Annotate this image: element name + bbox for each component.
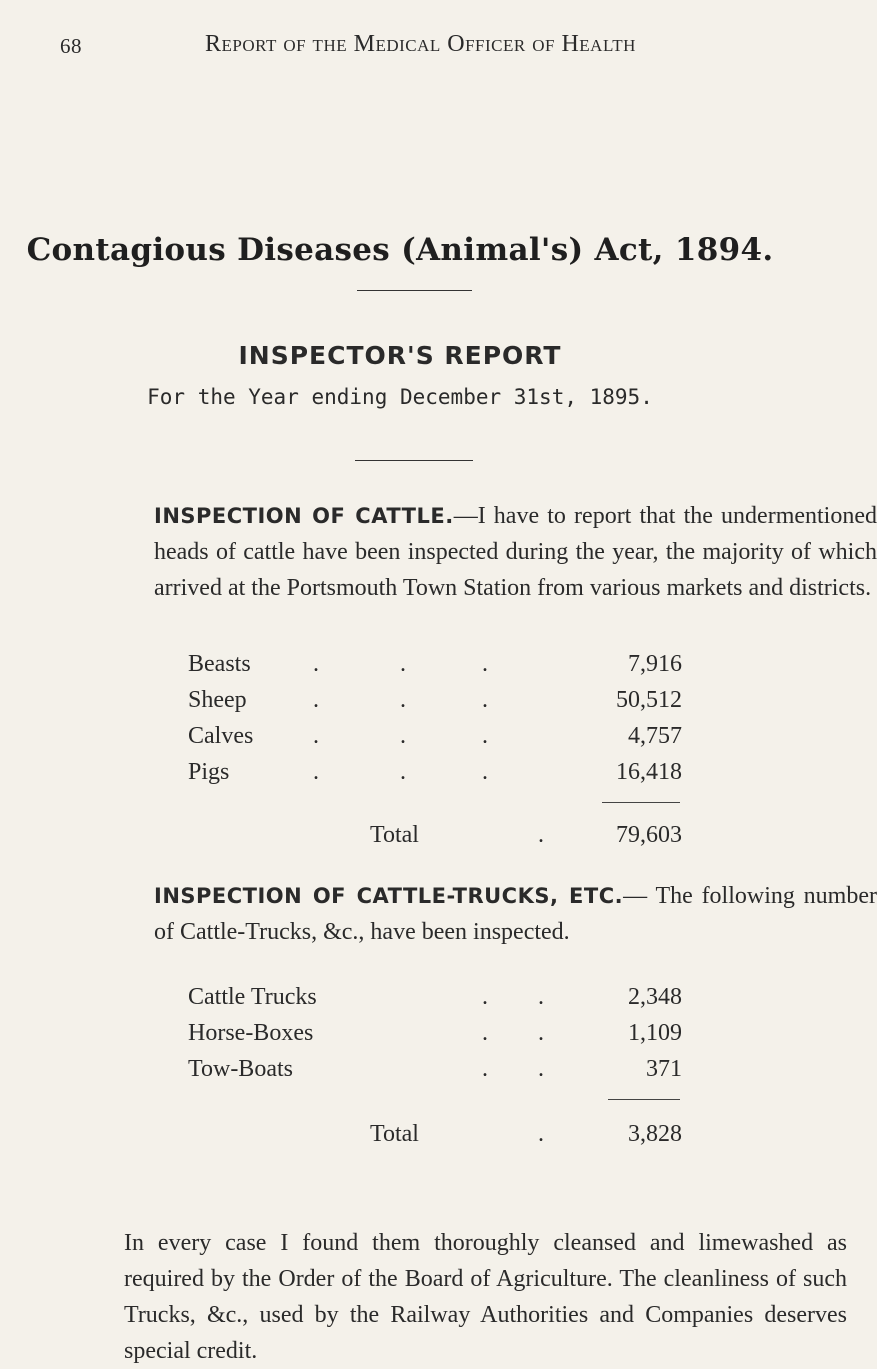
leader-dot: . bbox=[482, 759, 488, 785]
cattle-paragraph bbox=[60, 498, 877, 606]
table-row bbox=[0, 1054, 800, 1084]
report-heading: INSPECTOR'S REPORT bbox=[238, 341, 562, 370]
leader-dot: . bbox=[482, 1056, 488, 1082]
leader-dot: . bbox=[482, 723, 488, 749]
page-number: 68 bbox=[60, 34, 82, 58]
row-label: Sheep bbox=[188, 687, 247, 713]
divider-rule bbox=[355, 460, 473, 461]
leader-dot: . bbox=[538, 984, 544, 1010]
total-value: 3,828 bbox=[628, 1121, 682, 1147]
table-row bbox=[0, 757, 800, 787]
total-row bbox=[0, 1119, 800, 1149]
closing-paragraph: In every case I found them thoroughly cleansed and limewashed as required by the Order of the Board of Agriculture. The cleanliness of such Trucks, &c., used by the Railway Authorities and Companies deserves special credit. bbox=[124, 1230, 847, 1364]
row-value: 4,757 bbox=[628, 723, 682, 749]
table-row bbox=[0, 982, 800, 1012]
leader-dot: . bbox=[400, 651, 406, 677]
leader-dot: . bbox=[313, 651, 319, 677]
row-label: Beasts bbox=[188, 651, 251, 677]
running-title: Report of the Medical Officer of Health bbox=[205, 31, 636, 57]
leader-dot: . bbox=[313, 759, 319, 785]
row-value: 16,418 bbox=[616, 759, 682, 785]
trucks-section-text: — The following number of Cattle-Trucks, &c., have been inspected. bbox=[154, 883, 877, 945]
leader-dot: . bbox=[400, 759, 406, 785]
leader-dot: . bbox=[313, 687, 319, 713]
total-rule bbox=[608, 1099, 680, 1100]
row-label: Pigs bbox=[188, 759, 230, 785]
total-rule bbox=[602, 802, 680, 803]
leader-dot: . bbox=[482, 984, 488, 1010]
row-value: 371 bbox=[646, 1056, 682, 1082]
table-row bbox=[0, 721, 800, 751]
leader-dot: . bbox=[538, 1121, 544, 1147]
total-row bbox=[0, 820, 800, 850]
table-row bbox=[0, 685, 800, 715]
act-title: Contagious Diseases (Animal's) Act, 1894. bbox=[26, 232, 774, 268]
row-value: 50,512 bbox=[616, 687, 682, 713]
leader-dot: . bbox=[538, 1020, 544, 1046]
row-label: Tow-Boats bbox=[188, 1056, 293, 1082]
leader-dot: . bbox=[400, 687, 406, 713]
leader-dot: . bbox=[313, 723, 319, 749]
trucks-paragraph bbox=[60, 878, 877, 950]
leader-dot: . bbox=[400, 723, 406, 749]
row-label: Cattle Trucks bbox=[188, 984, 317, 1010]
row-value: 2,348 bbox=[628, 984, 682, 1010]
total-value: 79,603 bbox=[616, 822, 682, 848]
cattle-section-heading: INSPECTION OF CATTLE. bbox=[154, 504, 454, 528]
leader-dot: . bbox=[482, 651, 488, 677]
total-label: Total bbox=[370, 822, 419, 848]
total-label: Total bbox=[370, 1121, 419, 1147]
row-label: Calves bbox=[188, 723, 254, 749]
report-subheading: For the Year ending December 31st, 1895. bbox=[147, 385, 653, 409]
leader-dot: . bbox=[538, 822, 544, 848]
leader-dot: . bbox=[538, 1056, 544, 1082]
leader-dot: . bbox=[482, 687, 488, 713]
row-value: 7,916 bbox=[628, 651, 682, 677]
cattle-section-text: —I have to report that the undermentioned heads of cattle have been inspected during the year, the majority of which arrived at the Portsmouth Town Station from various markets and districts. bbox=[154, 503, 877, 601]
trucks-section-heading: INSPECTION OF CATTLE-TRUCKS, ETC. bbox=[154, 884, 624, 908]
table-row bbox=[0, 1018, 800, 1048]
leader-dot: . bbox=[482, 1020, 488, 1046]
divider-rule bbox=[357, 290, 472, 291]
table-row bbox=[0, 649, 800, 679]
row-value: 1,109 bbox=[628, 1020, 682, 1046]
row-label: Horse-Boxes bbox=[188, 1020, 314, 1046]
